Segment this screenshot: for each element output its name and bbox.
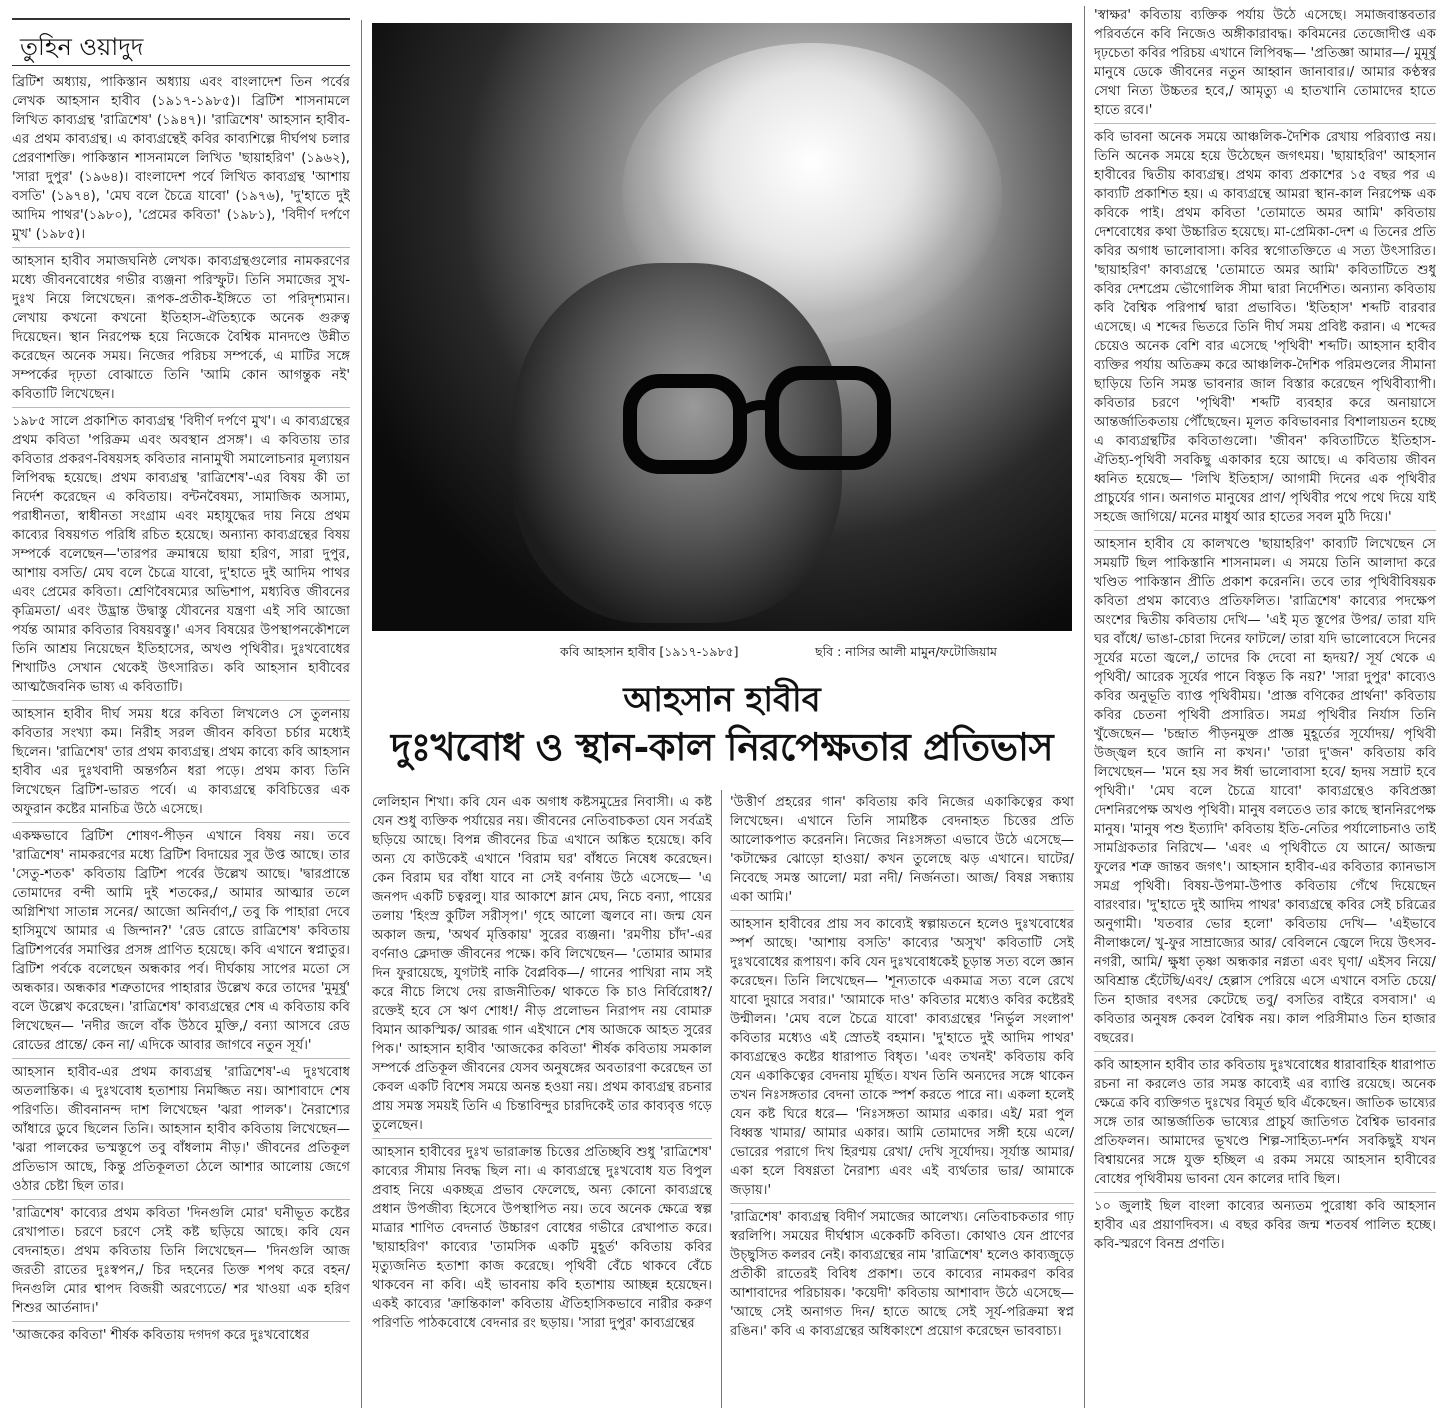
paragraph: আহসান হাবীব দীর্ঘ সময় ধরে কবিতা লিখলেও সে তুলনায় কবিতার সংখ্যা কম। নিরীহ সরল জীবন কবিতা চর্চার মধ্যেই ছিলেন। 'রাত্রিশেষ' তার প্রথম কাব্যগ্রন্থ। প্রথম কাব্যে কবি আহসান হাবীব এর দুঃখবাদী অন্তর্গঠন ধরা পড়ে। প্রথম কাব্য তিনি লিখেছেন ব্রিটিশ-ভারত পর্বে। এ কাব্যগ্রন্থে কবিচিত্তের এক অফুরান কষ্টের মানচিত্র উঠে এসেছে। <box>12 705 350 823</box>
paragraph: 'রাত্রিশেষ' কাব্যগ্রন্থ বিদীর্ণ সমাজের আলেখ্য। নেতিবাচকতার গাঢ় স্বরলিপি। সময়ের দীর্ঘশ্বাস একেকটি কবিতা। কোথাও যেন প্রাণের উচ্ছ্বসিত কলরব নেই। কাব্যগ্রন্থের নাম 'রাত্রিশেষ' হলেও কাব্যজুড়ে প্রতীকী রাতেরই বিবিধ প্রকাশ। তবে কাব্যের নামকরণ কবির আশাবাদের পরিচায়ক। 'কয়েদী' কবিতায় আশাবাদ উঠে এসেছে— 'আছে সেই অনাগত দিন/ হাতে আছে সেই সূর্য-পরিক্রমা স্বপ্ন রঙিন।' কবি এ কাব্যগ্রন্থের অধিকাংশে প্রয়োগ করেছেন ভাববাচ্য। <box>730 1210 1074 1339</box>
paragraph: ১০ জুলাই ছিল বাংলা কাব্যের অন্যতম পুরোধা কবি আহসান হাবীব এর প্রয়াণদিবস। এ বছর কবির জন্ম শতবর্ষ পালিত হচ্ছে। কবি-স্মরণে বিনম্র প্রণতি। <box>1094 1199 1436 1252</box>
paragraph: 'উত্তীর্ণ প্রহরের গান' কবিতায় কবি নিজের একাকিত্বের কথা লিখেছেন। এখানে তিনি সামষ্টিক বেদনাহত চিত্তের প্রতি আলোকপাত করেননি। নিজের নিঃসঙ্গতা এভাবে উঠে এসেছে— 'কটাক্ষের ঝোড়ো হাওয়া/ কখন তুলেছে ঝড় এখানে। ঘাটের/ নিবেছে সমস্ত আলো/ মরা নদী/ নির্জনতা। আজ/ বিষণ্ণ সন্ধ্যায় একা আমি।' <box>730 793 1074 911</box>
column-divider <box>1084 6 1085 1408</box>
paragraph: আহসান হাবীব সমাজঘনিষ্ঠ লেখক। কাব্যগ্রন্থগুলোর নামকরণের মধ্যে জীবনবোধের গভীর ব্যঞ্জনা পরিস্ফুট। তিনি সমাজের সুখ-দুঃখ নিয়ে লিখেছেন। রূপক-প্রতীক-ইঙ্গিতে তা পরিদৃশ্যমান। লেখায় কখনো কখনো ইতিহাস-ঐতিহ্যকে অনেক গুরুত্ব দিয়েছেন। স্থান নিরপেক্ষ হয়ে নিজেকে বৈশ্বিক মানদণ্ডে উন্নীত করেছেন অনেক সময়। নিজের পরিচয় সম্পর্কে, এ মাটির সঙ্গে সম্পর্কের দৃঢ়তা বোঝাতে তিনি 'আমি কোন আগন্তুক নই' কবিতাটি লিখেছেন। <box>12 252 350 408</box>
article-column-2 <box>372 793 712 1409</box>
paragraph: আহসান হাবীবের প্রায় সব কাব্যেই স্বল্পায়তনে হলেও দুঃখবোধের স্পর্শ আছে। 'আশায় বসতি' কাব্যের 'অসুখ' কবিতাটি সেই দুঃখবোধের রূপায়ণ। কবি যেন দুঃখবোধকেই চূড়ান্ত সত্য বলে জ্ঞান করেছেন। তিনি লিখেছেন— 'শূন্যতাকে একমাত্র সত্য বলে রেখে যাবো দুয়ারে সবার।' 'আমাকে দাও' কবিতার মধ্যেও কবির কষ্টেরই উন্মীলন। 'মেঘ বলে চৈত্রে যাবো' কাব্যগ্রন্থের 'নির্ভুল সংলাপ' কবিতার মধ্যেও এই স্রোতই বহমান। 'দু'হাতে দুই আদিম পাথর' কাব্যগ্রন্থেও কষ্টের ধারাপাত বিধৃত। 'এবং তখনই' কবিতায় কবি যেন একাকিত্বের বেদনায় মূর্ছিত। যখন তিনি অন্যদের সঙ্গে থাকেন তখন নিঃসঙ্গতার বেদনা তাকে স্পর্শ করতে পারে না। একলা হলেই যেন কষ্ট ঘিরে ধরে— 'নিঃসঙ্গতা আমার একার। এই/ মরা পুল বিধ্বস্ত খামার/ আমার একার। আমি তোমাদের সঙ্গী হয়ে এলে/ ভোরের পরাগে দিখ হিরণ্ময় রেখা/ দেখি সূর্যোদয়। সূর্যাস্ত আমার/ একা হলে বিষণ্ণতা নৈরাশ্য এবং এই ব্যর্থতার ভার/ আমাকে জড়ায়।' <box>730 915 1074 1204</box>
column-divider <box>721 790 722 1408</box>
paragraph: লেলিহান শিখা। কবি যেন এক অগাধ কষ্টসমুদ্রের নিবাসী। এ কষ্ট যেন শুধু ব্যক্তিক পর্যায়ের নয়। জীবনের নেতিবাচকতা যেন সর্বত্রই ছড়িয়ে আছে। বিপন্ন জীবনের চিত্র এখানে অঙ্কিত হয়েছে। কবি অন্য যে কাউকেই এখানে 'বিরাম ঘর' বাঁধতে নিষেধ করেছেন। কেন বিরাম ঘর বাঁধা যাবে না সেই বর্ণনায় উঠে এসেছে— 'এ জনপদ একটি চত্বরলু। যার আকাশে ম্লান মেঘ, নিচে বন্যা, পায়ের তলায় 'হিংস্র কুটিল সরীসৃপ।' গৃহে আলো জ্বলবে না। জন্ম যেন অকাল জন্ম, 'অথর্ব মৃত্তিকায়' সুরের ব্যঞ্জনা। 'রমণীয় চাঁদ'-এর বর্ণনাও ক্লেদাক্ত জীবনের পক্ষে। কবি লিখেছেন— 'তোমার আমার দিন ফুরায়েছে, যুগটাই নাকি বৈপ্লবিক—/ গানের পাখিরা নাম সই করে নীচে লিখে দেয় রাজনীতিক/ থাকতে কি চাও নির্বিরোধ?/ রক্তেই হবে সে ঋণ শোধ!/ নীড় প্রলোভন নিরাপদ নয় বোমারু বিমান আকস্মিক/ আরব্ধ গান এইখানে শেষ আজকে আহত সুরের পিক।' আহসান হাবীব 'আজকের কবিতা' শীর্ষক কবিতায় সমকাল সম্পর্কে প্রতিকূল জীবনের যেসব অনুষঙ্গের অবতারণা করেছেন তা কেবল একটি বিশেষ সময়ে অনন্ত হওয়া নয়। প্রথম কাব্যগ্রন্থ রচনার প্রায় সমস্ত সময়ই তিনি এ চিন্তাবিন্দুর চারদিকেই তার কাব্যবৃত্ত গড়ে তুলেছেন। <box>372 793 712 1139</box>
paragraph: আহসান হাবীব যে কালখণ্ডে 'ছায়াহরিণ' কাব্যটি লিখেছেন সে সময়টি ছিল পাকিস্তানি শাসনামল। এ সময়ে তিনি আলাদা করে খণ্ডিত পাকিস্তান প্রীতি প্রকাশ করেননি। তবে তার পৃথিবীবিষয়ক কবিতা প্রথম কাব্যেও প্রতিফলিত। 'রাত্রিশেষ' কাব্যের পদক্ষেপ অংশের দ্বিতীয় কবিতায় দেখি— 'এই মৃত স্তূপের উপর/ তারা যদি ঘর বাঁধে/ ভাঙা-চোরা দিনের ফাটলে/ তারা যদি ভালোবেসে দিনের সূর্যের মতো জ্বলে,/ তাদের কি দেবো না হৃদয়?/ সূর্য থেকে এ পৃথিবী/ আরেক সূর্যের পানে বিস্তৃত কি নয়?' 'সারা দুপুর' কাব্যেও কবির অনুভূতি ব্যাপ্ত পৃথিবীময়। 'প্রাজ্ঞ বণিকের প্রার্থনা' কবিতায় কবির চেতনা পৃথিবী প্রসারিত। সমগ্র পৃথিবীর নির্যাস তিনি খুঁজেছেন— 'চন্দ্রাত পীড়নমুক্ত প্রাজ্ঞ মুহূর্তের সূর্যোদয়/ পৃথিবী উজ্জ্বল হবে জানি না কখন।' 'তারা দু'জন' কবিতায় কবি লিখেছেন— 'মনে হয় সব ঈর্ষা ভালোবাসা হবে/ হৃদয় সম্রাট হবে পৃথিবী।' 'মেঘ বলে চৈত্রে যাবো' কাব্যগ্রন্থেও কবিপ্রজ্ঞা দেশনিরপেক্ষ অখণ্ড পৃথিবী। মানুষ বলতেও তার কাছে স্থাননিরপেক্ষ মানুষ। 'মানুষ পশু ইত্যাদি' কবিতায় ইতি-নেতির পর্যালোচনাও তাই সামগ্রিকতার নিরিখে— 'এবং এ পৃথিবীতে যে আনে/ আজন্ম ফুলের শত্রু জান্তব জগৎ'। আহসান হাবীব-এর কবিতার ক্যানভাস সমগ্র পৃথিবী। বিষয়-উপমা-উপাত্ত কবিতায় গেঁথে দিয়েছেন বারংবার। 'দু'হাতে দুই আদিম পাথর' কাব্যগ্রন্থে কবির সেই চরিত্রের অনুগামী। 'যতবার ভোর হলো' কবিতায় দেখি— 'এইভাবে নীলাঞ্চলে/ খু-ফুর সাম্রাজ্যের আর/ বেবিলনে জ্বেলে দিয়ে উৎসব-নগরী, আমি/ ক্ষুধা তৃষ্ণা অন্ধকার নগ্নতা এবং ঘৃণা/ এইসব নিয়ে/ অবিশ্রান্ত হেঁটেছি/এবং/ হেল্লাস পেরিয়ে এসে এখানে বসতি চেয়ে/ তিন হাজার বৎসর কেটেছে তবু/ বসতির বাইরে বসবাস।' এ কবিতার অনুষঙ্গ কেবল বৈশ্বিক নয়। কাল পরিসীমাও তিন হাজার বছরের। <box>1094 535 1436 1052</box>
paragraph: 'রাত্রিশেষ' কাব্যের প্রথম কবিতা 'দিনগুলি মোর' ঘনীভূত কষ্টের রেখাপাত। চরণে চরণে সেই কষ্ট ছড়িয়ে আছে। কবি যেন বেদনাহত। প্রথম কবিতায় তিনি লিখেছেন— 'দিনগুলি আজ জরতী রাতের দুঃস্বপন,/ চির দহনের তিক্ত শপথ করে বহন/ দিনগুলি মোর শ্বাপদ বিজয়ী অরণ্যেতে/ শর খাওয়া এক হরিণ শিশুর আর্তনাদ।' <box>12 1204 350 1322</box>
headline-author: আহসান হাবীব <box>623 680 821 720</box>
poet-portrait-photo <box>372 23 1072 631</box>
caption-subject: কবি আহসান হাবীব [১৯১৭-১৯৮৫] <box>560 644 739 659</box>
photo-glasses <box>622 363 892 483</box>
paragraph: একক্ষভাবে ব্রিটিশ শোষণ-পীড়ন এখানে বিষয় নয়। তবে 'রাত্রিশেষ' নামকরণের মধ্যে ব্রিটিশ বিদায়ের সুর উপ্ত আছে। তার 'সেতু-শতক' কবিতায় ব্রিটিশ পর্বের উল্লেখ আছে। 'দ্বারপ্রান্তে তোমাদের বন্দী আমি দুই শতকের,/ আমার আত্মার তলে অগ্নিশিখা সাতান্ন সনের/ আজো অনির্বাণ,/ তবু কি পাহারা দেবে হাসিমুখে আমার এ জিন্দান?' 'রেড রোডে রাত্রিশেষ' কবিতায় ব্রিটিশপর্বের সমাপ্তির প্রসঙ্গ প্রাণিত হয়েছে। কবি এখানে স্বপ্নাতুর। ব্রিটিশ পর্বকে বলেছেন অন্ধকার পর্ব। দীর্ঘকায় সাপের মতো সে অন্ধকার। অন্ধকার শত্রুতাদের পাহারার উল্লেখ করে তাদের 'মুমূর্ষু' বলে উল্লেখ করেছেন। 'রাত্রিশেষ' কাব্যগ্রন্থের শেষ এ কবিতায় কবি লিখেছেন— 'নদীর জলে বাঁক উঠবে মুক্তি,/ বন্যা আসবে রেড রোডের প্রান্তে/ কেন না/ এদিকে আবার জাগবে নতুন সূর্য।' <box>12 827 350 1059</box>
column-divider <box>361 20 362 1408</box>
paragraph: কবি আহসান হাবীব তার কবিতায় দুঃখবোধের ধারাবাহিক ধারাপাত রচনা না করলেও তার সমস্ত কাব্যেই এর ব্যাপ্তি রয়েছে। অনেক ক্ষেত্রে কবি ব্যক্তিগত দুঃখের বিমূর্ত ছবি এঁকেছেন। জাতিক ভাষ্যের সঙ্গে তার আন্তর্জাতিক ভাষ্যের প্রাচুর্য জাতিগত বৈশ্বিক ভাবনার প্রতিফলন। আমাদের ভূখণ্ডে শিল্প-সাহিত্য-দর্শন সবকিছুই যখন বিশ্বায়নের সঙ্গে যুক্ত হচ্ছিল এ রকম সময়ে আহসান হাবীবের বোধের পৃথিবীময় ভাবনা যেন কালের দাবি ছিল। <box>1094 1056 1436 1193</box>
paragraph: 'স্বাক্ষর' কবিতায় ব্যক্তিক পর্যায় উঠে এসেছে। সমাজবাস্তবতার পরিবর্তনে কবি নিজেও অঙ্গীকারাবদ্ধ। কবিমনের তেজোদীপ্ত এক দৃঢ়চেতা কবির পরিচয় এখানে লিপিবদ্ধ— 'প্রতিজ্ঞা আমার—/ মুমূর্ষু মানুষে ডেকে জীবনের নতুন আহ্বান জানাবার।/ আমার কণ্ঠস্বর সেথা নিত্য উচ্চতর হবে,/ আমৃত্যু এ হাতখানি তোমাদের হাতে হাতে রবে।' <box>1094 6 1436 124</box>
paragraph: 'আজকের কবিতা' শীর্ষক কবিতায় দগদগ করে দুঃখবোধের <box>12 1328 310 1343</box>
article-column-4 <box>1094 6 1436 1408</box>
paragraph: ১৯৮৫ সালে প্রকাশিত কাব্যগ্রন্থ 'বিদীর্ণ দর্পণে মুখ'। এ কাব্যগ্রন্থের প্রথম কবিতা 'পরিক্রম এবং অবস্থান প্রসঙ্গ'। এ কবিতায় তার কবিতার প্রকরণ-বিষয়সহ কবিতার নানামুখী সমালোচনার মূল্যায়ন লিপিবদ্ধ হয়েছে। প্রথম কাব্যগ্রন্থ 'রাত্রিশেষ'-এর বিষয় কী তা নির্দেশ করেছেন এ কবিতায়। বন্টনবৈষম্য, সামাজিক অসাম্য, পরাধীনতা, স্বাধীনতা সংগ্রাম এবং মহাযুদ্ধের দায় নিয়ে প্রথম কাব্যের বিষয়গত পরিধি রচিত হয়েছে। অন্যান্য কাব্যগ্রন্থের বিষয় সম্পর্কে বলেছেন—'তারপর ক্রমান্বয়ে ছায়া হরিণ, সারা দুপুর, আশায় বসতি/ মেঘ বলে চৈত্রে যাবো, দু'হাতে দুই আদিম পাথর এবং প্রেমের কবিতা। শ্রেণিবৈষম্যের অভিশাপ, মধ্যবিত্ত জীবনের কৃত্রিমতা/ এবং উদ্ভ্রান্ত উদ্বাস্তু যৌবনের যন্ত্রণা এই সবি আজো পর্যন্ত আমার কবিতার বিষয়বস্তু।' এসব বিষয়ের উপস্থাপনকৌশলে তিনি আশ্রয় নিয়েছেন ইতিহাসের, অখণ্ড পৃথিবীর। দুঃখবোধের শিখাটিও সেখান থেকেই উৎসারিত। কবি আহসান হাবীবের আত্মজৈবনিক ভাষ্য এ কবিতাটি। <box>12 412 350 701</box>
headline-title: দুঃখবোধ ও স্থান-কাল নিরপেক্ষতার প্রতিভাস <box>390 724 1054 769</box>
paragraph: ব্রিটিশ অধ্যায়, পাকিস্তান অধ্যায় এবং বাংলাদেশ তিন পর্বের লেখক আহসান হাবীব (১৯১৭-১৯৮৫)। ব্রিটিশ শাসনামলে লিখিত কাব্যগ্রন্থ 'রাত্রিশেষ' (১৯৪৭)। 'রাত্রিশেষ' আহসান হাবীব-এর প্রথম কাব্যগ্রন্থ। এ কাব্যগ্রন্থেই কবির কাব্যশিল্পে দীর্ঘপথ চলার প্রেরণাশক্তি। পাকিস্তান শাসনামলে লিখিত 'ছায়াহরিণ' (১৯৬২), 'সারা দুপুর' (১৯৬৪)। বাংলাদেশ পর্বে লিখিত কাব্যগ্রন্থ 'আশায় বসতি' (১৯৭৪), 'মেঘ বলে চৈত্রে যাবো' (১৯৭৬), 'দু'হাতে দুই আদিম পাথর'(১৯৮০), 'প্রেমের কবিতা' (১৯৮১), 'বিদীর্ণ দর্পণে মুখ' (১৯৮৫)। <box>12 73 350 248</box>
article-column-1 <box>12 73 350 1408</box>
paragraph: কবি ভাবনা অনেক সময়ে আঞ্চলিক-দৈশিক রেখায় পরিব্যাপ্ত নয়। তিনি অনেক সময়ে হয়ে উঠেছেন জগৎময়। 'ছায়াহরিণ' আহসান হাবীবের দ্বিতীয় কাব্যগ্রন্থ। প্রথম কাব্য প্রকাশের ১৫ বছর পর এ কাব্যটি প্রকাশিত হয়। এ কাব্যগ্রন্থে আমরা স্থান-কাল নিরপেক্ষ এক কবিকে পাই। প্রথম কবিতা 'তোমাতে অমর আমি' কবিতায় দেশবোধের কথা উচ্চারিত হয়েছে। মা-প্রেমিকা-দেশ এ তিনের প্রতি কবির অগাধ ভালোবাসা। কবির স্বগোতক্তিতে এ সত্য উৎসারিত। 'ছায়াহরিণ' কাব্যগ্রন্থে 'তোমাতে অমর আমি' কবিতাটিতে শুধু কবির দেশপ্রেম ভৌগোলিক সীমা দ্বারা নির্দেশিত। অন্যান্য কবিতায় কবি বৈশ্বিক পরিপার্শ্ব দ্বারা প্রভাবিত। 'ইতিহাস' শব্দটি বারবার এসেছে। এ শব্দের ভিতরে তিনি দীর্ঘ সময় প্রবিষ্ট করান। এ শব্দের চেয়েও অনেক বেশি বার এসেছে 'পৃথিবী' শব্দটি। আহসান হাবীব ব্যক্তির পর্যায় অতিক্রম করে আঞ্চলিক-দৈশিক পরিমণ্ডলের সীমানা ছাড়িয়ে তিনি সমস্ত ভাবনার জাল বিস্তার করেছেন পৃথিবীব্যাপী। কবিতার চরণে 'পৃথিবী' শব্দটি ব্যবহার করে অনায়াসে আন্তর্জাতিকতায় পৌঁছেছেন। মূলত কবিভাবনার বিশালায়তন হচ্ছে এ কাব্যগ্রন্থটির কবিতাগুলো। 'জীবন' কবিতাটিতে ইতিহাস-ঐতিহ্য-পৃথিবী সবকিছু একাকার হয়ে আছে। এ কবিতায় জীবন ধ্বনিত হয়েছে— 'লিখি ইতিহাস/ আগামী দিনের এক পৃথিবীর প্রাচুর্যের গান। অনাগত মানুষের প্রাণ/ পৃথিবীর পথে পথে দিয়ে যাই সহজে জাগিয়ে/ মনের মাধুর্য আর হাতের সবল মুঠি দিয়ে।' <box>1094 128 1436 531</box>
article-column-3 <box>730 793 1074 1409</box>
author-name: তুহিন ওয়াদুদ <box>20 33 144 61</box>
author-byline <box>12 18 350 66</box>
paragraph: আহসান হাবীব-এর প্রথম কাব্যগ্রন্থ 'রাত্রিশেষ'-এ দুঃখবোধ অতলান্তিক। এ দুঃখবোধ হতাশায় নিমজ্জিত নয়। আশাবাদে শেষ পরিণতি। জীবনানন্দ দাশ লিখেছেন 'ঝরা পালক'। নৈরাশ্যের আঁধারে ডুবে ছিলেন তিনি। আহসান হাবীব কবিতায় লিখেছেন— 'ঝরা পালকের ভস্মস্তূপে তবু বাঁধলাম নীড়।' জীবনের প্রতিকূল প্রতিভাস আছে, কিন্তু প্রতিকূলতা ঠেলে আশার আলোয় জেগে ওঠার চেষ্টা ছিল তার। <box>12 1063 350 1200</box>
caption-credit: ছবি : নাসির আলী মামুন/ফটোজিয়াম <box>815 644 997 659</box>
paragraph: আহসান হাবীবের দুঃখ ভারাক্রান্ত চিত্তের প্রতিচ্ছবি শুধু 'রাত্রিশেষ' কাব্যের সীমায় নিবদ্ধ ছিল না। এ কাব্যগ্রন্থে দুঃখবোধ যত বিপুল প্রবাহ নিয়ে একচ্ছত্র প্রভাব ফেলেছে, অন্য কোনো কাব্যগ্রন্থে প্রধান উপজীব্য হিসেবে উপস্থাপিত নয়। তবে অনেক ক্ষেত্রে স্বল্প মাত্রার শাণিত বেদনার্ত উচ্চারণ বোধের গভীরে রেখাপাত করে। 'ছায়াহরিণ' কাব্যের 'তামসিক একটি মুহূর্ত' কবিতায় কবির মৃত্যুজনিত হতাশা কাজ করেছে। পৃথিবী বেঁচে থাকবে বেঁচে থাকবেন না কবি। এই ভাবনায় কবি হতাশায় আচ্ছন্ন হয়েছেন। একই কাব্যের 'ক্রান্তিকাল' কবিতায় ঐতিহাসিকভাবে নারীর করুণ পরিণতি পাঠকবোধে বেদনার রং ছড়ায়। 'সারা দুপুর' কাব্যগ্রন্থের <box>372 1145 712 1331</box>
